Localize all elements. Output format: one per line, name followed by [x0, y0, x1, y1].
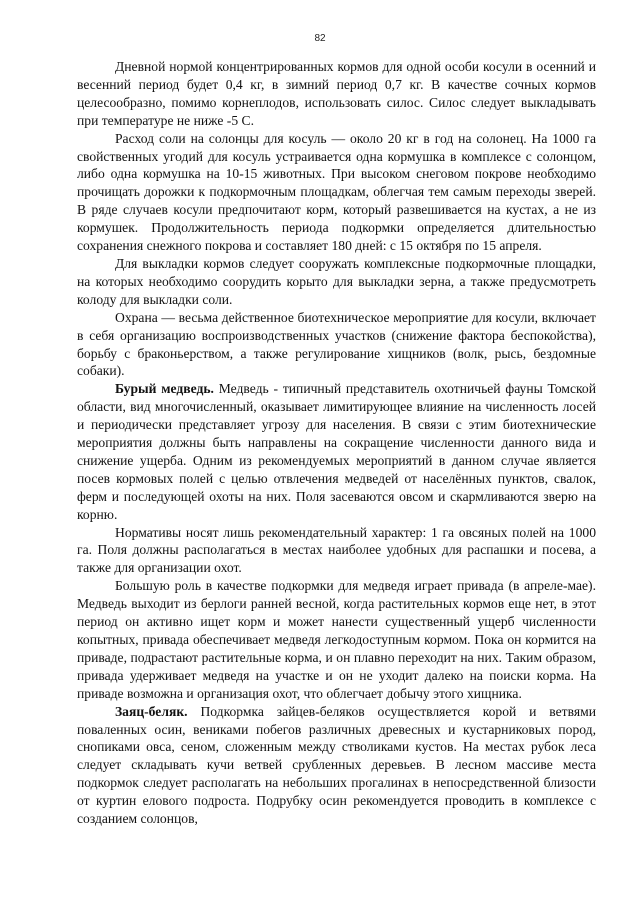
paragraph-mountain-hare: [77, 703, 596, 828]
paragraph-feeding-platforms: Для выкладки кормов следует сооружать комплексные подкормочные площадки, на которых необходимо соорудить корыто для выкладки зерна, а также предусмотреть колоду для выкладки соли.: [77, 255, 596, 307]
section-heading-mountain-hare: Заяц-беляк.: [115, 703, 188, 719]
paragraph-brown-bear: [77, 380, 596, 523]
paragraph-bear-bait: Большую роль в качестве подкормки для медведя играет привада (в апреле-мае). Медведь выходит из берлоги ранней весной, когда растительных кормов еще нет, в этот период он активно ищет корм и может нанести существенный ущерб численности копытных, привада обеспечивает медведя легкодоступным кормом. Пока он кормится на приваде, подрастают растительные корма, и он плавно переходит на них. Таким образом, привада удерживает медведя на участке и он не уходит далеко на поиски корма. На приваде возможна и организация охот, что облегчает добычу этого хищника.: [77, 578, 596, 701]
paragraph-bear-field-norms: Нормативы носят лишь рекомендательный характер: 1 га овсяных полей на 1000 га. Поля должны располагаться в местах наиболее удобных для распашки и посева, а также для организации охот.: [77, 524, 596, 576]
section-heading-brown-bear: Бурый медведь.: [115, 381, 214, 397]
paragraph-roe-deer-protection: Охрана — весьма действенное биотехническое мероприятие для косули, включает в себя организацию воспроизводственных участков (снижение фактора беспокойства), борьбу с браконьерством, а также регулирование хищников (волк, рысь, бездомные собаки).: [77, 309, 596, 379]
paragraph-mountain-hare-text: Подкормка зайцев-беляков осуществляется корой и ветвями поваленных осин, вениками побегов различных древесных и кустарниковых пород, снопиками овса, сеном, сложенным между стволиками кустов. На местах рубок леса следует складывать кучи ветвей срубленных деревьев. В лесном массиве места подкормок следует располагать на небольших прогалинах в непосредственной близости от куртин елового подроста. Подрубку осин рекомендуется проводить в комплексе с созданием солонцов,: [77, 703, 596, 827]
page-number: 82: [314, 33, 326, 44]
paragraph-brown-bear-text: Медведь - типичный представитель охотничьей фауны Томской области, вид многочисленный, оказывает лимитирующее влияние на численность лосей и периодически представляет угрозу для населения. В связи с этим биотехнические мероприятия должны быть направлены на сокращение численности данного вида и снижение ущерба. Одним из рекомендуемых мероприятий в данном случае является посев кормовых полей с целью отвлечения медведей от населённых пунктов, свалок, ферм и последующей охоты на них. Поля засеваются овсом и скармливаются зверю на корню.: [77, 381, 596, 522]
page-body: [77, 58, 596, 828]
paragraph-roe-deer-feed-norms: Дневной нормой концентрированных кормов для одной особи косули в осенний и весенний период будет 0,4 кг, в зимний период 0,7 кг. В качестве сочных кормов целесообразно, помимо корнеплодов, использовать силос. Силос следует выкладывать при температуре не ниже -5 С.: [77, 59, 596, 128]
paragraph-roe-deer-salt-licks: Расход соли на солонцы для косуль — около 20 кг в год на солонец. На 1000 га свойственных угодий для косуль устраивается одна кормушка в комплексе с солонцом, либо одна кормушка на 10-15 животных. При высоком снеговом покрове необходимо прочищать дорожки к подкормочным площадкам, облегчая тем самым переходы зверей. В ряде случаев косули предпочитают корм, который развешивается на кустах, а не из кормушек. Продолжительность периода подкормки определяется длительностью сохранения снежного покрова и составляет 180 дней: с 15 октября по 15 апреля.: [77, 130, 596, 254]
